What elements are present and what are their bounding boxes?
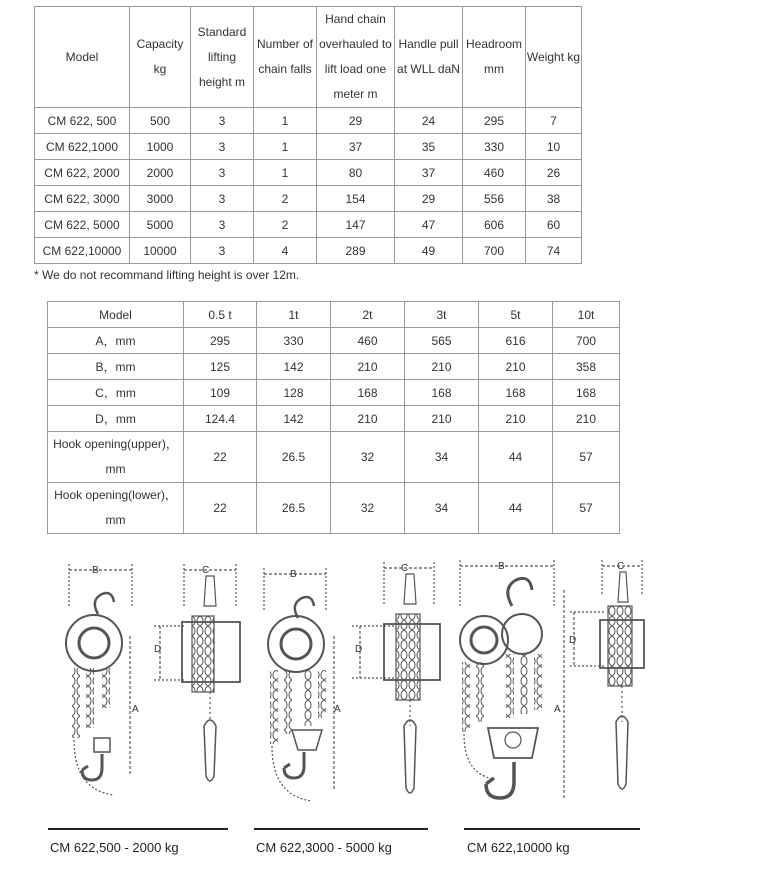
dim-row-cell: 32	[331, 483, 405, 534]
dim-row-cell: B，mm	[48, 354, 184, 380]
spec-row-cell: 289	[317, 238, 395, 264]
spec-row-cell: 29	[395, 186, 463, 212]
dim-row-cell: Hook opening(upper)，mm	[48, 432, 184, 483]
dimension-table	[47, 301, 620, 534]
dim-header-cell: 1t	[257, 302, 331, 328]
spec-row-cell: 556	[463, 186, 526, 212]
spec-header-cell: Headroom mm	[463, 7, 526, 108]
dim-header-cell: 10t	[553, 302, 620, 328]
spec-row-cell: 1000	[130, 134, 191, 160]
dim-header-cell: 5t	[479, 302, 553, 328]
spec-row-cell: 700	[463, 238, 526, 264]
spec-row-cell: 1	[254, 160, 317, 186]
label-a: A	[554, 704, 561, 715]
spec-row-cell: 154	[317, 186, 395, 212]
spec-header-cell: Handle pull at WLL daN	[395, 7, 463, 108]
label-b: B	[498, 561, 505, 572]
spec-header-cell: Number of chain falls	[254, 7, 317, 108]
spec-row-cell: 60	[526, 212, 582, 238]
dim-row-cell: 34	[405, 483, 479, 534]
dim-row-cell: 565	[405, 328, 479, 354]
spec-row-cell: 3	[191, 186, 254, 212]
dim-row-cell: 210	[405, 354, 479, 380]
dim-row-cell: 32	[331, 432, 405, 483]
spec-row-cell: 295	[463, 108, 526, 134]
label-c: C	[401, 563, 409, 574]
dim-row-cell: 22	[184, 432, 257, 483]
spec-row-cell: 3000	[130, 186, 191, 212]
dim-row-cell: 128	[257, 380, 331, 406]
caption-small: CM 622,500 - 2000 kg	[50, 840, 179, 855]
spec-row-cell: 3	[191, 238, 254, 264]
spec-row-cell: 80	[317, 160, 395, 186]
dim-row	[48, 328, 620, 354]
dim-header-cell: 2t	[331, 302, 405, 328]
spec-row-cell: 37	[317, 134, 395, 160]
spec-row-cell: 29	[317, 108, 395, 134]
dim-row	[48, 406, 620, 432]
hoist-diagrams	[44, 536, 654, 836]
dim-row-cell: 44	[479, 483, 553, 534]
spec-row-cell: 2	[254, 212, 317, 238]
spec-row-cell: 460	[463, 160, 526, 186]
spec-row-cell: 49	[395, 238, 463, 264]
dim-row-cell: 125	[184, 354, 257, 380]
spec-row-cell: 37	[395, 160, 463, 186]
dim-row-cell: 616	[479, 328, 553, 354]
spec-row-cell: 1	[254, 134, 317, 160]
spec-row-cell: 3	[191, 212, 254, 238]
spec-row-cell: 500	[130, 108, 191, 134]
dim-header-cell: 0.5 t	[184, 302, 257, 328]
dim-row-cell: 295	[184, 328, 257, 354]
spec-row-cell: 5000	[130, 212, 191, 238]
dim-header-cell: Model	[48, 302, 184, 328]
spec-row-cell: 2000	[130, 160, 191, 186]
spec-row	[35, 212, 582, 238]
spec-row	[35, 160, 582, 186]
caption-rule	[464, 828, 640, 830]
spec-header-row	[35, 7, 582, 108]
dim-row-cell: 700	[553, 328, 620, 354]
label-a: A	[132, 704, 139, 715]
spec-row-cell: CM 622,1000	[35, 134, 130, 160]
dim-header-row	[48, 302, 620, 328]
dim-row-cell: 358	[553, 354, 620, 380]
spec-row-cell: CM 622,10000	[35, 238, 130, 264]
dim-row-cell: A，mm	[48, 328, 184, 354]
caption-rule	[48, 828, 228, 830]
label-c: C	[202, 565, 210, 576]
spec-row	[35, 134, 582, 160]
spec-row	[35, 108, 582, 134]
dim-row-cell: 142	[257, 406, 331, 432]
label-b: B	[290, 569, 297, 580]
dim-row-cell: 168	[405, 380, 479, 406]
hoist-drawing-medium	[264, 562, 440, 801]
spec-row-cell: 3	[191, 134, 254, 160]
spec-row	[35, 186, 582, 212]
spec-row-cell: 606	[463, 212, 526, 238]
caption-rule	[254, 828, 428, 830]
spec-header-cell: Weight kg	[526, 7, 582, 108]
dim-row	[48, 483, 620, 534]
spec-row-cell: 147	[317, 212, 395, 238]
dim-header-cell: 3t	[405, 302, 479, 328]
dim-row-cell: 168	[553, 380, 620, 406]
spec-row-cell: CM 622, 2000	[35, 160, 130, 186]
dim-row-cell: 142	[257, 354, 331, 380]
spec-header-cell: Hand chain overhauled to lift load one meter m	[317, 7, 395, 108]
spec-row-cell: 35	[395, 134, 463, 160]
dim-row-cell: 330	[257, 328, 331, 354]
dim-row-cell: C，mm	[48, 380, 184, 406]
footnote: * We do not recommand lifting height is over 12m.	[34, 268, 300, 282]
spec-row-cell: 330	[463, 134, 526, 160]
dim-row-cell: 34	[405, 432, 479, 483]
spec-row	[35, 238, 582, 264]
spec-row-cell: CM 622, 3000	[35, 186, 130, 212]
dim-row-cell: 210	[331, 406, 405, 432]
hoist-drawing-small	[66, 564, 240, 795]
dim-row-cell: D，mm	[48, 406, 184, 432]
dim-row	[48, 380, 620, 406]
dim-row-cell: 109	[184, 380, 257, 406]
dim-row	[48, 354, 620, 380]
label-d: D	[154, 644, 162, 655]
label-a: A	[334, 704, 341, 715]
spec-table	[34, 6, 582, 264]
spec-row-cell: 7	[526, 108, 582, 134]
dim-row-cell: 26.5	[257, 483, 331, 534]
label-d: D	[355, 644, 363, 655]
label-c: C	[617, 561, 625, 572]
hoist-drawing-large	[460, 560, 644, 798]
caption-medium: CM 622,3000 - 5000 kg	[256, 840, 392, 855]
dim-row-cell: 57	[553, 483, 620, 534]
dim-row-cell: 44	[479, 432, 553, 483]
dim-row-cell: Hook opening(lower)，mm	[48, 483, 184, 534]
dim-row-cell: 210	[553, 406, 620, 432]
dim-row-cell: 210	[479, 406, 553, 432]
caption-large: CM 622,10000 kg	[467, 840, 570, 855]
spec-row-cell: 47	[395, 212, 463, 238]
label-d: D	[569, 635, 577, 646]
spec-header-cell: Standard lifting height m	[191, 7, 254, 108]
spec-row-cell: CM 622, 5000	[35, 212, 130, 238]
spec-header-cell: Capacity kg	[130, 7, 191, 108]
spec-row-cell: 10	[526, 134, 582, 160]
dim-row	[48, 432, 620, 483]
dim-row-cell: 168	[331, 380, 405, 406]
label-b: B	[92, 565, 99, 576]
spec-row-cell: 26	[526, 160, 582, 186]
dim-row-cell: 210	[331, 354, 405, 380]
spec-row-cell: CM 622, 500	[35, 108, 130, 134]
spec-row-cell: 38	[526, 186, 582, 212]
spec-row-cell: 1	[254, 108, 317, 134]
spec-row-cell: 2	[254, 186, 317, 212]
dim-row-cell: 22	[184, 483, 257, 534]
spec-row-cell: 74	[526, 238, 582, 264]
spec-row-cell: 24	[395, 108, 463, 134]
dim-row-cell: 210	[405, 406, 479, 432]
spec-row-cell: 3	[191, 160, 254, 186]
spec-row-cell: 10000	[130, 238, 191, 264]
spec-header-cell: Model	[35, 7, 130, 108]
dim-row-cell: 168	[479, 380, 553, 406]
dim-row-cell: 210	[479, 354, 553, 380]
dim-row-cell: 460	[331, 328, 405, 354]
dim-row-cell: 57	[553, 432, 620, 483]
spec-row-cell: 3	[191, 108, 254, 134]
spec-row-cell: 4	[254, 238, 317, 264]
dim-row-cell: 124.4	[184, 406, 257, 432]
dim-row-cell: 26.5	[257, 432, 331, 483]
